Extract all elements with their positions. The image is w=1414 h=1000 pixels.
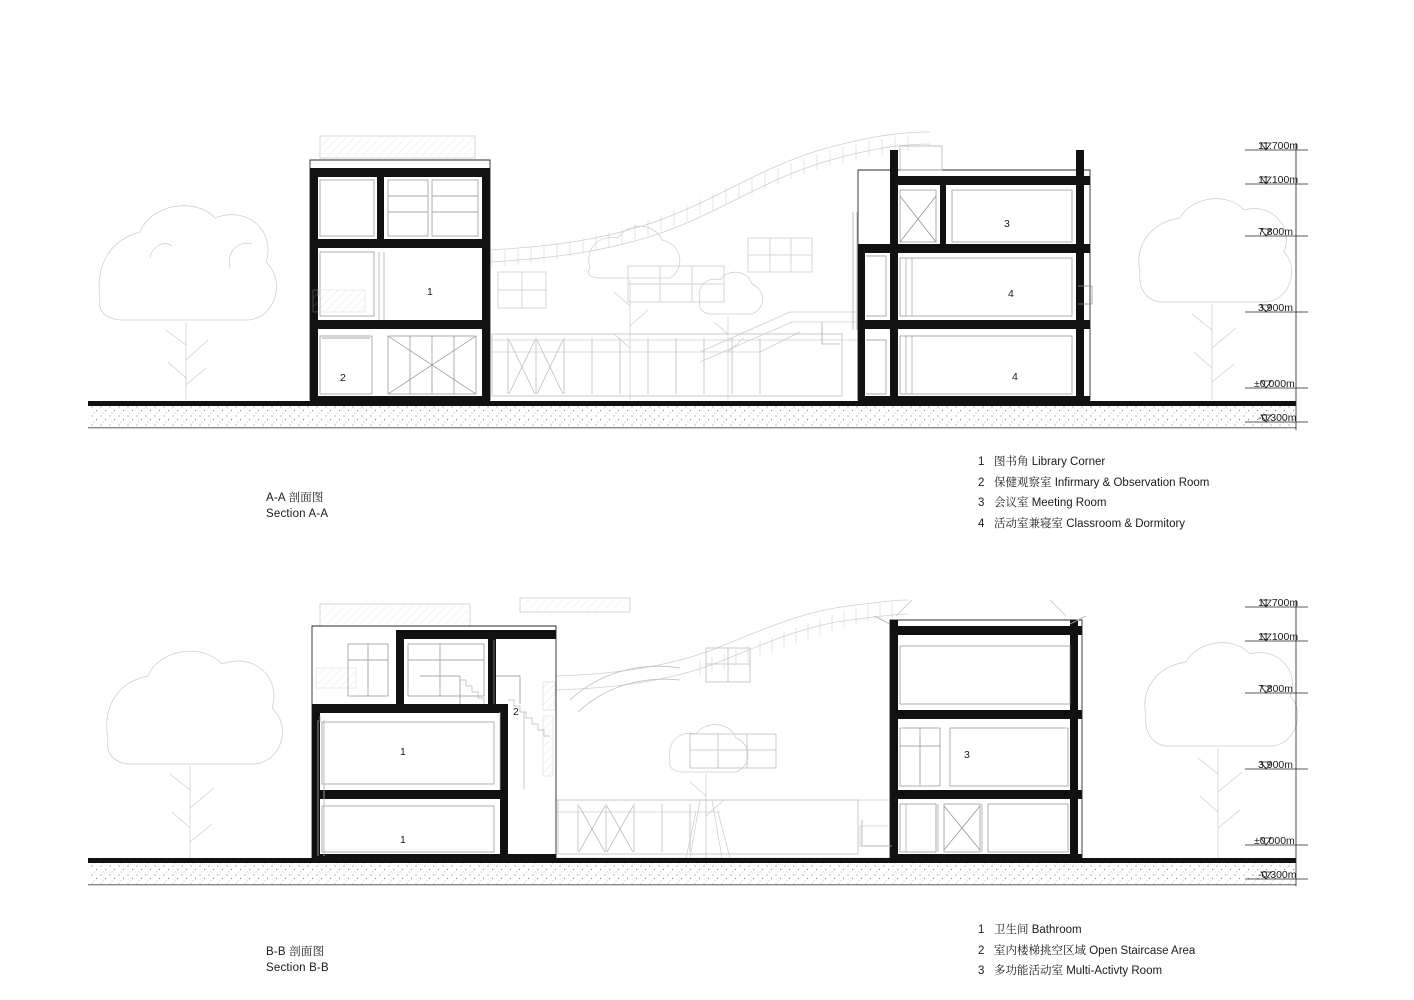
legend-number: 3 <box>978 965 985 977</box>
room-tag-aa-1: 1 <box>427 286 433 298</box>
legend-number: 3 <box>978 497 985 509</box>
section-aa-caption-cn: A-A 剖面图 <box>266 492 324 504</box>
legend-item <box>978 961 1195 982</box>
legend-label-en: Open Staircase Area <box>1089 944 1196 957</box>
legend-label-en: Classroom & Dormitory <box>1066 517 1186 530</box>
room-tag-aa-4a: 4 <box>1008 288 1014 300</box>
legend-number: 4 <box>978 517 985 530</box>
level-label-bb-5: -0.300m <box>1258 869 1297 881</box>
legend-item <box>978 452 1209 473</box>
section-bb-caption-en: Section B-B <box>266 962 329 974</box>
section-bb-legend <box>978 920 1195 982</box>
legend-number: 1 <box>978 924 985 936</box>
legend-item <box>978 920 1195 941</box>
level-label-bb-0: 11.700m <box>1258 597 1299 609</box>
section-aa-caption-en: Section A-A <box>266 508 329 520</box>
legend-label-en: Infirmary & Observation Room <box>1054 476 1210 489</box>
section-aa-legend <box>978 452 1209 534</box>
legend-label-cn: 卫生间 <box>994 924 1029 936</box>
legend-item <box>978 493 1209 514</box>
room-tag-bb-2: 2 <box>513 706 519 718</box>
legend-label-en: Meeting Room <box>1031 497 1107 509</box>
level-label-bb-4: ±0.000m <box>1254 835 1295 847</box>
level-label-aa-0: 11.700m <box>1258 140 1299 152</box>
level-label-aa-2: 7.800m <box>1258 226 1294 238</box>
legend-label-en: Library Corner <box>1031 456 1106 468</box>
section-bb-caption <box>266 944 329 976</box>
legend-label-cn: 活动室兼寝室 <box>994 517 1063 530</box>
room-tag-aa-3: 3 <box>1004 218 1010 230</box>
legend-label-cn: 保健观察室 <box>994 476 1052 489</box>
legend-item <box>978 514 1209 535</box>
legend-label-en: Multi-Activty Room <box>1066 965 1163 977</box>
room-tag-bb-1b: 1 <box>400 834 406 846</box>
legend-label-cn: 室内楼梯挑空区域 <box>994 944 1086 957</box>
level-label-aa-5: -0.300m <box>1258 412 1297 424</box>
room-tag-bb-1a: 1 <box>400 746 406 758</box>
legend-item <box>978 941 1195 962</box>
section-aa-graphic <box>88 132 1308 430</box>
level-label-bb-3: 3.900m <box>1258 759 1294 771</box>
level-label-aa-1: 11.100m <box>1258 174 1299 186</box>
room-tag-aa-2: 2 <box>340 372 346 384</box>
legend-number: 2 <box>978 476 985 489</box>
section-aa-caption <box>266 490 328 522</box>
level-label-aa-4: ±0.000m <box>1254 378 1295 390</box>
legend-label-cn: 会议室 <box>994 497 1029 509</box>
level-label-bb-1: 11.100m <box>1258 631 1299 643</box>
legend-number: 2 <box>978 944 985 957</box>
legend-label-cn: 多功能活动室 <box>994 965 1063 977</box>
legend-label-cn: 图书角 <box>994 456 1029 468</box>
section-bb-graphic <box>88 598 1308 886</box>
room-tag-aa-4b: 4 <box>1012 371 1018 383</box>
level-label-aa-3: 3.900m <box>1258 302 1294 314</box>
legend-item <box>978 473 1209 494</box>
legend-label-en: Bathroom <box>1031 924 1082 936</box>
room-tag-bb-3: 3 <box>964 749 970 761</box>
section-bb-caption-cn: B-B 剖面图 <box>266 946 325 958</box>
legend-number: 1 <box>978 456 985 468</box>
level-label-bb-2: 7.800m <box>1258 683 1294 695</box>
